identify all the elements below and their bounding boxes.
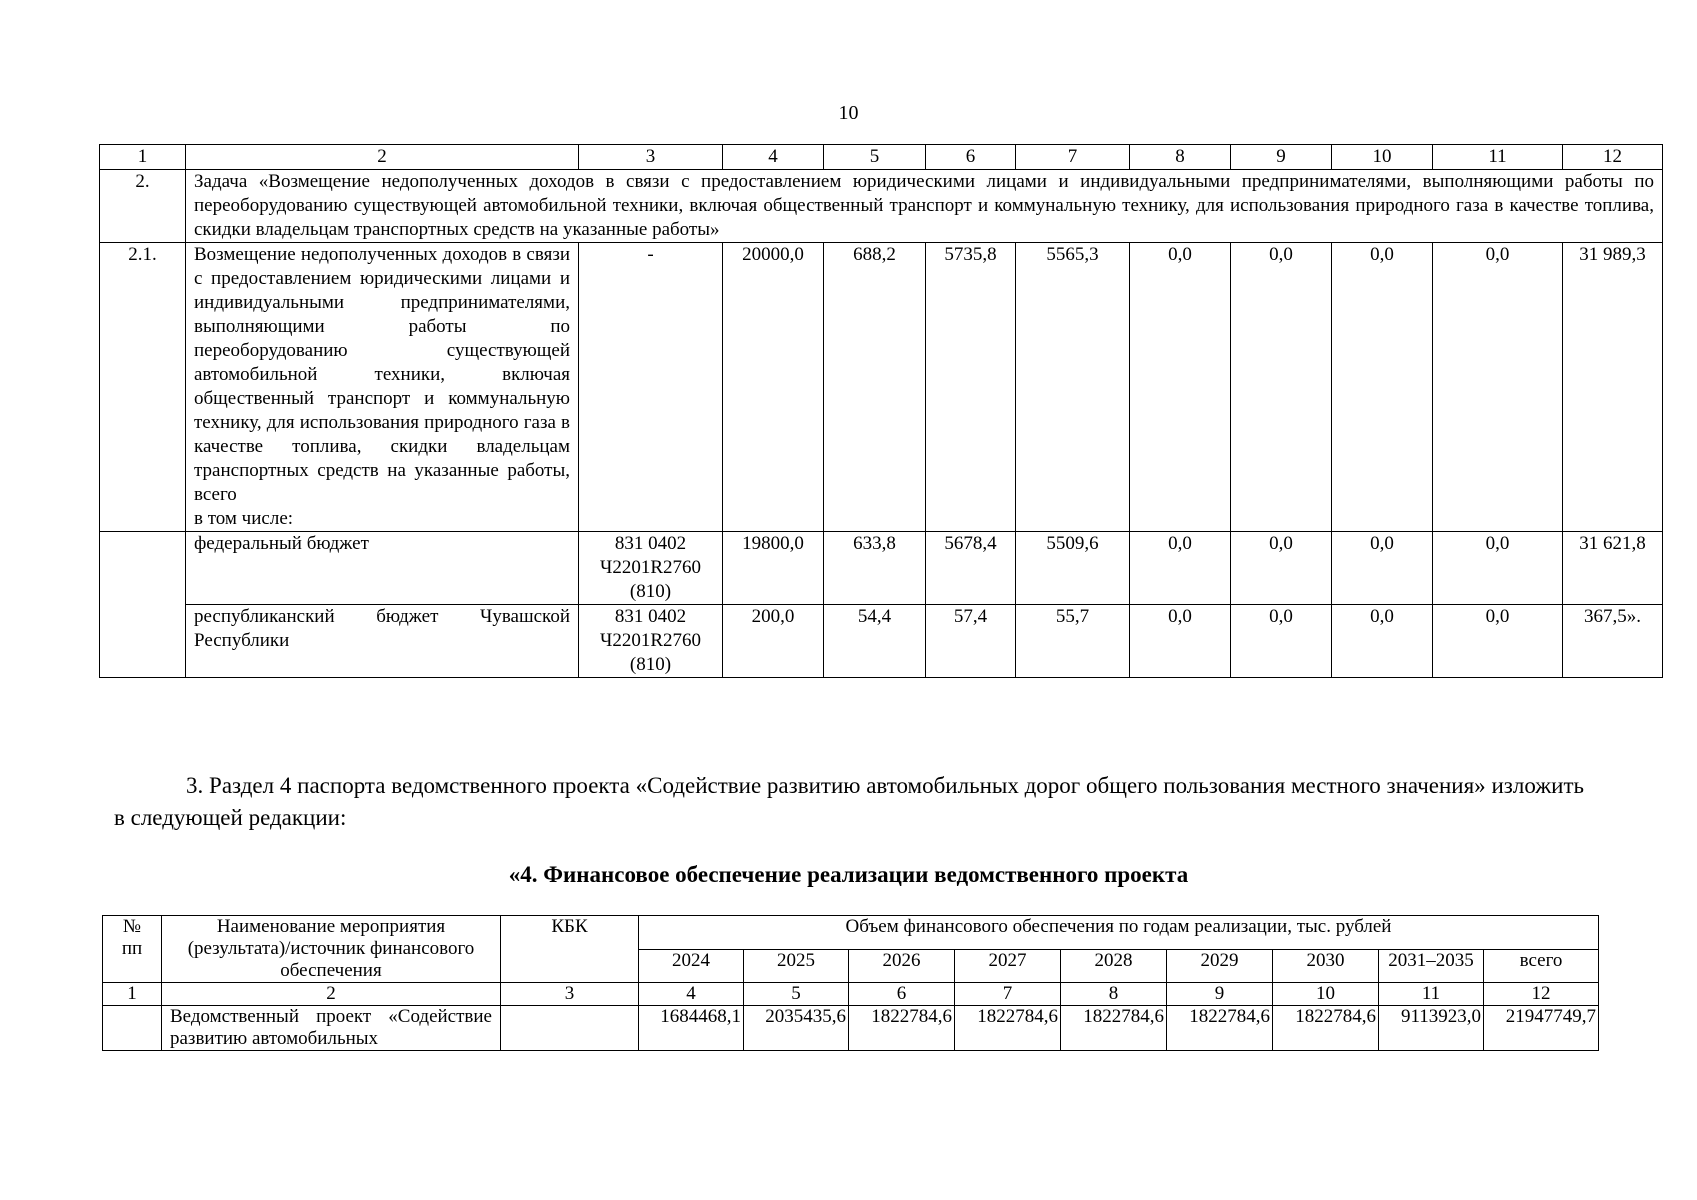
value-cell: 1822784,6 [1273,1006,1379,1051]
value-cell: 1822784,6 [1167,1006,1273,1051]
row-name-suffix: в том числе: [194,508,294,529]
value-cell: 0,0 [1231,243,1332,532]
value-cell: 367,5». [1563,605,1663,678]
value-cell: 54,4 [824,605,926,678]
value-cell: 0,0 [1332,532,1433,605]
table-row [103,1006,1599,1051]
table-row [100,532,1663,605]
task-text: Задача «Возмещение недополученных доходов в связи с предоставлением юридическими лицами и индивидуальными предпринимателями, выполняющими работы по переоборудованию существующей автомобильной техники, включая общественный транспорт и коммунальную технику, для использования природного газа в качестве топлива, скидки владельцам транспортных средств на указанные работы» [186,170,1663,243]
value-cell: 9113923,0 [1379,1006,1484,1051]
row-name-text: Возмещение недополученных доходов в связи с предоставлением юридическими лицами и индивидуальными предпринимателями, выполняющими работы по переоборудованию существующей автомобильной техники, включая общественный транспорт и коммунальную технику, для использования природного газа в качестве топлива, скидки владельцам транспортных средств на указанные работы, всего [194,244,570,505]
col-num: 11 [1379,983,1484,1006]
col-num: 4 [639,983,744,1006]
section-heading: «4. Финансовое обеспечение реализации ведомственного проекта [508,862,1189,887]
col-num: 7 [1016,145,1130,170]
value-cell: 0,0 [1332,243,1433,532]
value-cell: 1822784,6 [849,1006,955,1051]
year-header: 2025 [744,949,849,983]
value-cell: 0,0 [1231,532,1332,605]
row-number: 2.1. [100,243,186,532]
value-cell: 200,0 [723,605,824,678]
col-num: 11 [1433,145,1563,170]
value-cell: 0,0 [1130,605,1231,678]
year-header: 2031–2035 [1379,949,1484,983]
column-number-row [100,145,1663,170]
col-num: 6 [849,983,955,1006]
value-cell: 19800,0 [723,532,824,605]
year-header: 2027 [955,949,1061,983]
col-num: 2 [162,983,501,1006]
kbk-cell: - [579,243,723,532]
value-cell: 5678,4 [926,532,1016,605]
value-cell: 31 621,8 [1563,532,1663,605]
col-num: 10 [1332,145,1433,170]
value-cell: 55,7 [1016,605,1130,678]
value-cell: 5735,8 [926,243,1016,532]
row-number [100,605,186,678]
col-num: 6 [926,145,1016,170]
table-row [100,605,1663,678]
value-cell: 0,0 [1433,532,1563,605]
row-name: республиканский бюджет Чувашской Республики [186,605,579,678]
value-cell: 20000,0 [723,243,824,532]
value-cell: 5509,6 [1016,532,1130,605]
row-number [100,532,186,605]
column-number-row [103,983,1599,1006]
kbk-cell [501,1006,639,1051]
col-num: 12 [1484,983,1599,1006]
value-cell: 1822784,6 [955,1006,1061,1051]
value-cell: 1822784,6 [1061,1006,1167,1051]
value-cell: 57,4 [926,605,1016,678]
value-cell: 0,0 [1231,605,1332,678]
col-num: 3 [501,983,639,1006]
task-row [100,170,1663,243]
value-cell: 688,2 [824,243,926,532]
value-cell: 1684468,1 [639,1006,744,1051]
header-number: № пп [103,916,162,983]
value-cell: 2035435,6 [744,1006,849,1051]
value-cell: 0,0 [1130,532,1231,605]
col-num: 8 [1061,983,1167,1006]
financing-table [102,915,1599,1051]
amendment-paragraph: 3. Раздел 4 паспорта ведомственного проекта «Содействие развитию автомобильных дорог общего пользования местного значения» изложить в следующей редакции: [114,773,1584,830]
header-name: Наименование мероприятия (результата)/источник финансового обеспечения [162,916,501,983]
financing-table-continued [99,144,1663,678]
col-num: 12 [1563,145,1663,170]
col-num: 2 [186,145,579,170]
col-num: 9 [1231,145,1332,170]
value-cell: 633,8 [824,532,926,605]
col-num: 10 [1273,983,1379,1006]
year-header: 2024 [639,949,744,983]
year-header: 2028 [1061,949,1167,983]
value-cell: 21947749,7 [1484,1006,1599,1051]
kbk-cell: 831 0402 Ч2201R2760 (810) [579,532,723,605]
col-num: 4 [723,145,824,170]
value-cell: 0,0 [1130,243,1231,532]
col-num: 3 [579,145,723,170]
task-number: 2. [100,170,186,243]
col-num: 8 [1130,145,1231,170]
value-cell: 5565,3 [1016,243,1130,532]
row-number [103,1006,162,1051]
value-cell: 31 989,3 [1563,243,1663,532]
header-volume: Объем финансового обеспечения по годам реализации, тыс. рублей [639,916,1599,950]
header-row [103,916,1599,950]
row-name: федеральный бюджет [186,532,579,605]
col-num: 7 [955,983,1061,1006]
col-num: 1 [100,145,186,170]
row-name [186,243,579,532]
value-cell: 0,0 [1332,605,1433,678]
col-num: 5 [744,983,849,1006]
col-num: 9 [1167,983,1273,1006]
row-name: Ведомственный проект «Содействие развитию автомобильных [162,1006,501,1051]
col-num: 1 [103,983,162,1006]
year-header: всего [1484,949,1599,983]
value-cell: 0,0 [1433,243,1563,532]
value-cell: 0,0 [1433,605,1563,678]
year-header: 2026 [849,949,955,983]
year-header: 2030 [1273,949,1379,983]
header-kbk: КБК [501,916,639,983]
table-row [100,243,1663,532]
kbk-cell: 831 0402 Ч2201R2760 (810) [579,605,723,678]
col-num: 5 [824,145,926,170]
year-header: 2029 [1167,949,1273,983]
page-number: 10 [838,102,859,124]
page-bottom-margin [0,1072,1697,1200]
